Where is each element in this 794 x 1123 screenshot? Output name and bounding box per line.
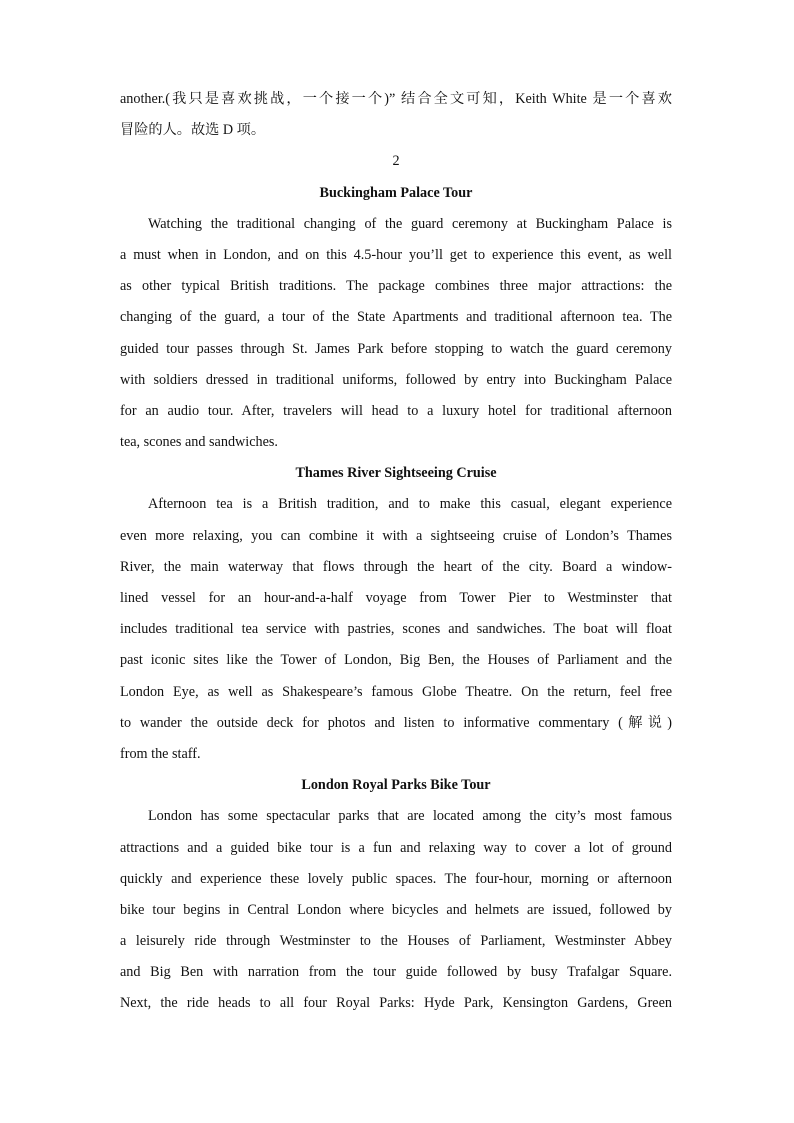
section-title-buckingham: Buckingham Palace Tour (319, 184, 473, 201)
paragraph-line: changing of the guard, a tour of the State Apartments and traditional afternoon tea. The (120, 309, 672, 326)
paragraph-line: includes traditional tea service with pastries, scones and sandwiches. The boat will float (120, 621, 672, 638)
paragraph-line: River, the main waterway that flows through the heart of the city. Board a window- (120, 558, 672, 575)
section-title-thames: Thames River Sightseeing Cruise (295, 465, 497, 482)
paragraph-line: Watching the traditional changing of the guard ceremony at Buckingham Palace is (148, 215, 672, 232)
paragraph-line: to wander the outside deck for photos and listen to informative commentary (解说) (120, 714, 672, 731)
section-number: 2 (392, 153, 400, 170)
intro-line-1: another.(我只是喜欢挑战，一个接一个)” 结合全文可知，Keith White 是一个喜欢 (120, 91, 672, 107)
paragraph-line: lined vessel for an hour-and-a-half voyage from Tower Pier to Westminster that (120, 590, 672, 606)
paragraph-line: even more relaxing, you can combine it with a sightseeing cruise of London’s Thames (120, 527, 672, 544)
intro-line-2: 冒险的人。故选 D 项。 (120, 122, 266, 139)
document-page (120, 84, 672, 1020)
paragraph-line: as other typical British traditions. The package combines three major attractions: the (120, 278, 672, 295)
paragraph-line: Next, the ride heads to all four Royal Parks: Hyde Park, Kensington Gardens, Green (120, 995, 672, 1012)
paragraph-line: quickly and experience these lovely public spaces. The four-hour, morning or afternoon (120, 870, 672, 887)
paragraph-line: from the staff. (120, 745, 201, 762)
paragraph-line: and Big Ben with narration from the tour guide followed by busy Trafalgar Square. (120, 964, 672, 981)
paragraph-line: attractions and a guided bike tour is a fun and relaxing way to cover a lot of ground (120, 839, 672, 856)
paragraph-line: bike tour begins in Central London where bicycles and helmets are issued, followed by (120, 901, 672, 918)
paragraph-line: a must when in London, and on this 4.5-hour you’ll get to experience this event, as well (120, 246, 672, 263)
paragraph-line: past iconic sites like the Tower of London, Big Ben, the Houses of Parliament and the (120, 652, 672, 669)
paragraph-line: tea, scones and sandwiches. (120, 434, 278, 451)
paragraph-line: guided tour passes through St. James Park before stopping to watch the guard ceremony (120, 340, 672, 357)
paragraph-line: with soldiers dressed in traditional uniforms, followed by entry into Buckingham Palace (120, 371, 672, 388)
paragraph-line: a leisurely ride through Westminster to the Houses of Parliament, Westminster Abbey (120, 933, 672, 950)
paragraph-line: London Eye, as well as Shakespeare’s famous Globe Theatre. On the return, feel free (120, 683, 672, 700)
paragraph-line: for an audio tour. After, travelers will head to a luxury hotel for traditional afternoon (120, 402, 672, 419)
paragraph-line: London has some spectacular parks that are located among the city’s most famous (148, 808, 672, 825)
section-title-royal-parks: London Royal Parks Bike Tour (301, 777, 491, 794)
paragraph-line: Afternoon tea is a British tradition, and to make this casual, elegant experience (148, 496, 672, 513)
